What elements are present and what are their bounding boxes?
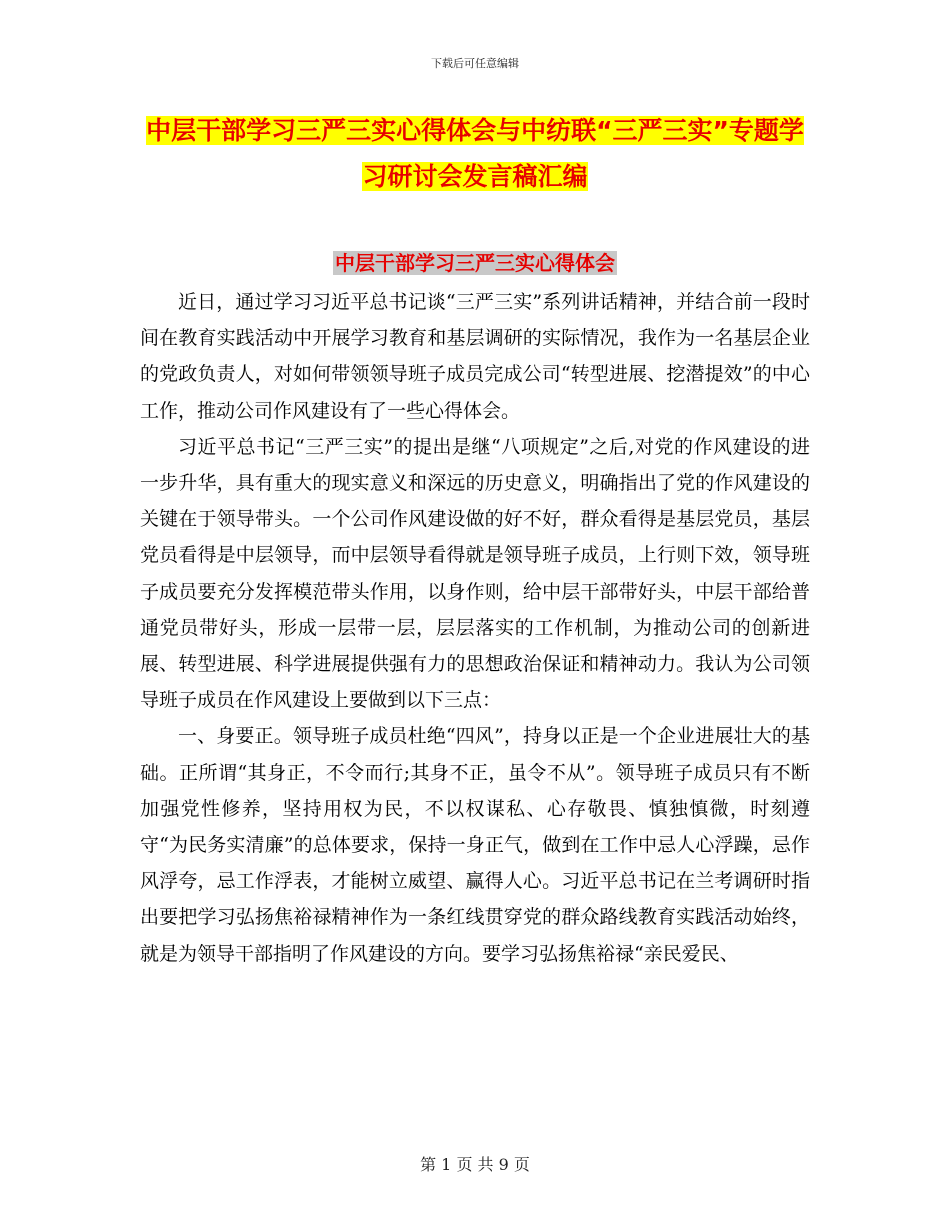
paragraph: 习近平总书记“三严三实”的提出是继“八项规定”之后,对党的作风建设的进一步升华，具有重大的现实意义和深远的历史意义，明确指出了党的作风建设的关键在于领导带头。一个公司作风建设做的好不好，群众看得是基层党员，基层党员看得是中层领导，而中层领导看得就是领导班子成员，上行则下效，领导班子成员要充分发挥模范带头作用，以身作则，给中层干部带好头，中层干部给普通党员带好头，形成一层带一层，层层落实的工作机制，为推动公司的创新进展、转型进展、科学进展提供强有力的思想政治保证和精神动力。我认为公司领导班子成员在作风建设上要做到以下三点：: [140, 435, 810, 712]
paragraph: 一、身要正。领导班子成员杜绝“四风”，持身以正是一个企业进展壮大的基础。正所谓“其身正，不令而行;其身不正，虽令不从”。领导班子成员只有不断加强党性修养，坚持用权为民，不以权谋私、心存敬畏、慎独慎微，时刻遵守“为民务实清廉”的总体要求，保持一身正气，做到在工作中忌人心浮躁，忌作风浮夸，忌工作浮表，才能树立威望、赢得人心。习近平总书记在兰考调研时指出要把学习弘扬焦裕禄精神作为一条红线贯穿党的群众路线教育实践活动始终，就是为领导干部指明了作风建设的方向。要学习弘扬焦裕禄“亲民爱民、: [140, 725, 810, 965]
section-heading: [0, 248, 950, 278]
paragraph: 近日，通过学习习近平总书记谈“三严三实”系列讲话精神，并结合前一段时间在教育实践活动中开展学习教育和基层调研的实际情况，我作为一名基层企业的党政负责人，对如何带领领导班子成员完成公司“转型进展、挖潜提效”的中心工作，推动公司作风建设有了一些心得体会。: [140, 291, 810, 422]
document-title: [140, 108, 810, 200]
document-title-text: 中层干部学习三严三实心得体会与中纺联“三严三实”专题学习研讨会发言稿汇编: [146, 116, 804, 191]
page-footer: 第 1 页 共 9 页: [420, 1155, 530, 1174]
section-heading-text: 中层干部学习三严三实心得体会: [335, 251, 615, 275]
header-note: 下载后可任意编辑: [431, 57, 519, 70]
body-text: [140, 284, 810, 972]
